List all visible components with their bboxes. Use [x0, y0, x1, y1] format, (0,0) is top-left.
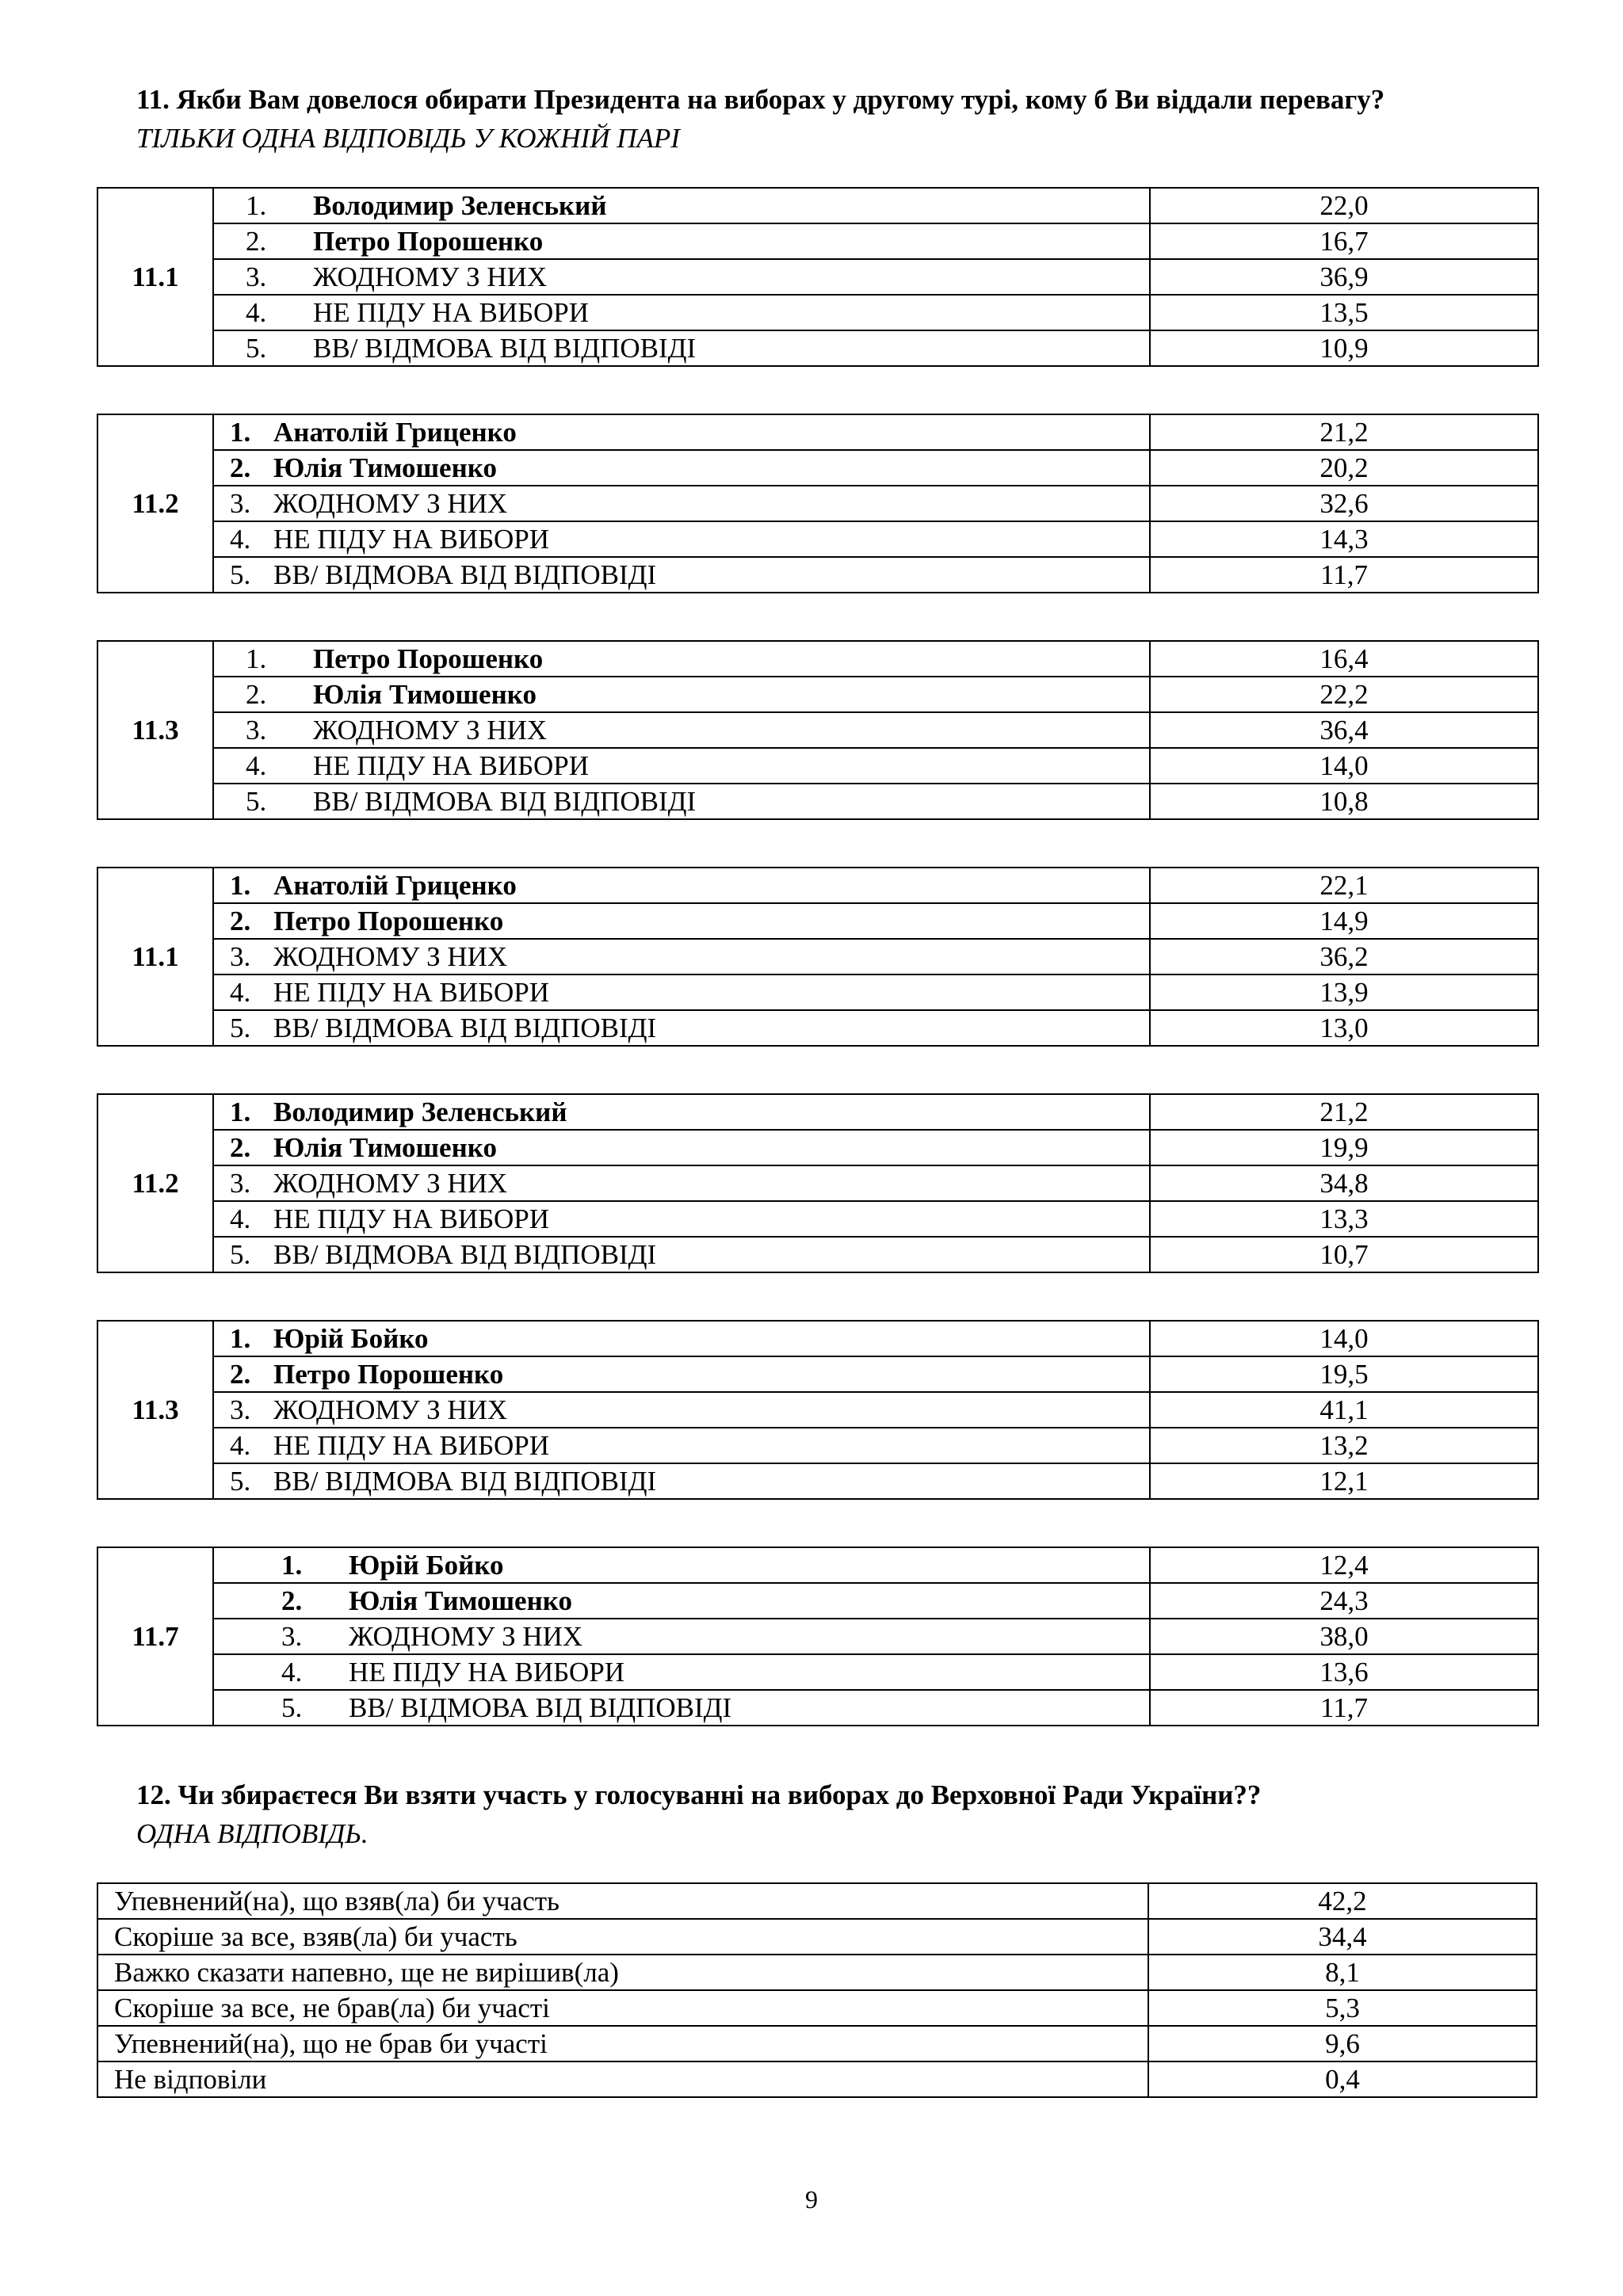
option-cell [213, 1165, 1150, 1201]
option-number: 5. [246, 333, 267, 364]
table-row [97, 330, 1538, 366]
option-number: 2. [246, 679, 267, 710]
option-cell [213, 1463, 1150, 1499]
option-value: 13,2 [1150, 1428, 1538, 1463]
table-row [97, 295, 1538, 330]
table-row [97, 748, 1538, 784]
question-11-instruction: ТІЛЬКИ ОДНА ВІДПОВІДЬ У КОЖНІЙ ПАРІ [136, 123, 680, 154]
option-value: 38,0 [1150, 1619, 1538, 1654]
option-cell [213, 939, 1150, 974]
option-number: 3. [230, 1394, 251, 1425]
option-label: ЖОДНОМУ З НИХ [273, 488, 508, 519]
table-row [97, 223, 1538, 259]
option-cell [213, 712, 1150, 748]
option-label: Юлія Тимошенко [273, 1132, 497, 1163]
option-cell [213, 1547, 1150, 1583]
option-cell [213, 295, 1150, 330]
option-cell [213, 1321, 1150, 1356]
option-label: ЖОДНОМУ З НИХ [273, 941, 508, 972]
option-cell [213, 641, 1150, 677]
table-row [97, 1321, 1538, 1356]
table-row [97, 1392, 1538, 1428]
table-row [97, 1690, 1538, 1726]
option-number: 5. [246, 786, 267, 817]
option-cell [213, 188, 1150, 223]
answer-value: 5,3 [1148, 1990, 1537, 2026]
table-row [97, 974, 1538, 1010]
question-11-title: 11. Якби Вам довелося обирати Президента на виборах у другому турі, кому б Ви віддали перевагу? [136, 84, 1385, 115]
option-value: 16,7 [1150, 223, 1538, 259]
pair-table [97, 640, 1539, 820]
option-label: ВВ/ ВІДМОВА ВІД ВІДПОВІДІ [273, 1239, 657, 1270]
option-number: 2. [281, 1585, 303, 1616]
pair-code: 11.1 [97, 868, 213, 1046]
option-cell [213, 521, 1150, 557]
pair-code: 11.2 [97, 414, 213, 593]
table-row [97, 712, 1538, 748]
option-label: Володимир Зеленський [273, 1097, 567, 1127]
table-row [97, 1428, 1538, 1463]
table-row [97, 414, 1538, 450]
option-number: 3. [246, 715, 267, 746]
option-cell [213, 1583, 1150, 1619]
table-row [97, 1583, 1538, 1619]
pair-code: 11.2 [97, 1094, 213, 1272]
option-cell [213, 557, 1150, 593]
option-label: НЕ ПІДУ НА ВИБОРИ [313, 750, 589, 781]
option-number: 4. [246, 297, 267, 328]
option-number: 1. [230, 417, 251, 448]
option-cell [213, 1201, 1150, 1237]
option-cell [213, 1654, 1150, 1690]
option-value: 13,5 [1150, 295, 1538, 330]
option-number: 1. [246, 643, 267, 674]
option-value: 41,1 [1150, 1392, 1538, 1428]
option-number: 4. [246, 750, 267, 781]
option-value: 11,7 [1150, 1690, 1538, 1726]
option-label: НЕ ПІДУ НА ВИБОРИ [273, 1430, 549, 1461]
option-label: Юрій Бойко [273, 1323, 429, 1354]
table-row [97, 1094, 1538, 1130]
option-number: 5. [230, 1013, 251, 1043]
option-label: НЕ ПІДУ НА ВИБОРИ [273, 524, 549, 555]
option-cell [213, 223, 1150, 259]
option-number: 4. [230, 1430, 251, 1461]
option-cell [213, 1619, 1150, 1654]
question-12-title: 12. Чи збираєтеся Ви взяти участь у голосуванні на виборах до Верховної Ради України?? [136, 1779, 1262, 1810]
question-12-header [136, 1775, 1563, 1853]
option-value: 13,3 [1150, 1201, 1538, 1237]
option-label: Анатолій Гриценко [273, 417, 517, 448]
option-number: 5. [230, 1239, 251, 1270]
option-cell [213, 1094, 1150, 1130]
option-number: 2. [230, 1132, 251, 1163]
pair-code: 11.7 [97, 1547, 213, 1726]
option-value: 22,2 [1150, 677, 1538, 712]
table-row [97, 1990, 1537, 2026]
option-label: Юрій Бойко [349, 1550, 504, 1581]
option-number: 4. [230, 524, 251, 555]
option-value: 10,7 [1150, 1237, 1538, 1272]
table-row [97, 1237, 1538, 1272]
table-row [97, 903, 1538, 939]
answer-value: 42,2 [1148, 1883, 1537, 1919]
option-number: 4. [230, 977, 251, 1008]
option-number: 5. [230, 559, 251, 590]
option-label: ЖОДНОМУ З НИХ [313, 261, 548, 292]
option-number: 3. [281, 1621, 303, 1652]
option-cell [213, 1356, 1150, 1392]
option-label: ВВ/ ВІДМОВА ВІД ВІДПОВІДІ [273, 1013, 657, 1043]
option-cell [213, 784, 1150, 819]
option-label: Петро Порошенко [273, 906, 504, 936]
option-label: ВВ/ ВІДМОВА ВІД ВІДПОВІДІ [313, 786, 697, 817]
option-cell [213, 330, 1150, 366]
option-value: 11,7 [1150, 557, 1538, 593]
option-number: 1. [230, 1323, 251, 1354]
table-row [97, 450, 1538, 486]
answer-label: Важко сказати напевно, ще не вирішив(ла) [97, 1955, 1148, 1990]
table-row [97, 1356, 1538, 1392]
option-value: 16,4 [1150, 641, 1538, 677]
option-cell [213, 868, 1150, 903]
page-number: 9 [805, 2185, 818, 2214]
option-label: Петро Порошенко [273, 1359, 504, 1390]
option-value: 36,4 [1150, 712, 1538, 748]
option-label: Петро Порошенко [313, 643, 544, 674]
option-value: 13,6 [1150, 1654, 1538, 1690]
option-number: 5. [281, 1692, 303, 1723]
table-row [97, 188, 1538, 223]
option-number: 3. [246, 261, 267, 292]
pair-code: 11.1 [97, 188, 213, 366]
option-label: ЖОДНОМУ З НИХ [273, 1394, 508, 1425]
option-label: ВВ/ ВІДМОВА ВІД ВІДПОВІДІ [313, 333, 697, 364]
answer-value: 0,4 [1148, 2061, 1537, 2097]
option-value: 22,1 [1150, 868, 1538, 903]
option-value: 12,4 [1150, 1547, 1538, 1583]
option-value: 24,3 [1150, 1583, 1538, 1619]
option-cell [213, 1428, 1150, 1463]
option-number: 1. [230, 1097, 251, 1127]
answer-value: 9,6 [1148, 2026, 1537, 2061]
table-row [97, 557, 1538, 593]
option-label: НЕ ПІДУ НА ВИБОРИ [313, 297, 589, 328]
option-number: 5. [230, 1466, 251, 1497]
option-label: НЕ ПІДУ НА ВИБОРИ [273, 977, 549, 1008]
answer-label: Упевнений(на), що не брав би участі [97, 2026, 1148, 2061]
option-label: ВВ/ ВІДМОВА ВІД ВІДПОВІДІ [349, 1692, 732, 1723]
option-value: 22,0 [1150, 188, 1538, 223]
option-value: 14,0 [1150, 748, 1538, 784]
option-value: 34,8 [1150, 1165, 1538, 1201]
pair-code: 11.3 [97, 1321, 213, 1499]
option-number: 1. [246, 190, 267, 221]
option-value: 19,9 [1150, 1130, 1538, 1165]
option-cell [213, 486, 1150, 521]
table-row [97, 868, 1538, 903]
table-row [97, 1919, 1537, 1955]
table-row [97, 486, 1538, 521]
option-cell [213, 1130, 1150, 1165]
option-number: 1. [230, 870, 251, 901]
table-row [97, 1165, 1538, 1201]
table-row [97, 1619, 1538, 1654]
option-number: 2. [230, 906, 251, 936]
question-12-table [97, 1882, 1537, 2098]
option-value: 10,9 [1150, 330, 1538, 366]
option-label: ЖОДНОМУ З НИХ [273, 1168, 508, 1199]
question-12-instruction: ОДНА ВІДПОВІДЬ. [136, 1818, 369, 1849]
option-label: ЖОДНОМУ З НИХ [313, 715, 548, 746]
option-value: 21,2 [1150, 414, 1538, 450]
table-row [97, 1654, 1538, 1690]
pair-table [97, 187, 1539, 367]
table-row [97, 1463, 1538, 1499]
option-cell [213, 1392, 1150, 1428]
option-number: 3. [230, 1168, 251, 1199]
option-cell [213, 1690, 1150, 1726]
option-cell [213, 259, 1150, 295]
table-row [97, 641, 1538, 677]
table-row [97, 784, 1538, 819]
answer-label: Не відповіли [97, 2061, 1148, 2097]
option-value: 14,9 [1150, 903, 1538, 939]
answer-label: Упевнений(на), що взяв(ла) би участь [97, 1883, 1148, 1919]
answer-label: Скоріше за все, не брав(ла) би участі [97, 1990, 1148, 2026]
table-row [97, 1201, 1538, 1237]
pair-table [97, 1093, 1539, 1273]
option-value: 36,2 [1150, 939, 1538, 974]
option-value: 21,2 [1150, 1094, 1538, 1130]
table-row [97, 259, 1538, 295]
option-label: Петро Порошенко [313, 226, 544, 257]
option-number: 3. [230, 488, 251, 519]
table-row [97, 521, 1538, 557]
option-label: Юлія Тимошенко [273, 452, 497, 483]
table-row [97, 2026, 1537, 2061]
option-number: 2. [230, 452, 251, 483]
table-row [97, 1547, 1538, 1583]
answer-label: Скоріше за все, взяв(ла) би участь [97, 1919, 1148, 1955]
option-label: Анатолій Гриценко [273, 870, 517, 901]
option-cell [213, 414, 1150, 450]
option-number: 3. [230, 941, 251, 972]
option-label: НЕ ПІДУ НА ВИБОРИ [273, 1203, 549, 1234]
option-number: 1. [281, 1550, 303, 1581]
pair-table [97, 867, 1539, 1047]
option-value: 12,1 [1150, 1463, 1538, 1499]
option-value: 19,5 [1150, 1356, 1538, 1392]
option-value: 14,0 [1150, 1321, 1538, 1356]
table-row [97, 1010, 1538, 1046]
table-row [97, 2061, 1537, 2097]
option-value: 14,3 [1150, 521, 1538, 557]
option-cell [213, 677, 1150, 712]
option-label: ЖОДНОМУ З НИХ [349, 1621, 583, 1652]
table-row [97, 939, 1538, 974]
answer-value: 8,1 [1148, 1955, 1537, 1990]
table-row [97, 1130, 1538, 1165]
table-row [97, 1955, 1537, 1990]
option-cell [213, 903, 1150, 939]
option-cell [213, 1010, 1150, 1046]
option-cell [213, 748, 1150, 784]
option-cell [213, 450, 1150, 486]
option-label: Юлія Тимошенко [313, 679, 537, 710]
option-value: 20,2 [1150, 450, 1538, 486]
pair-table [97, 414, 1539, 593]
pair-code: 11.3 [97, 641, 213, 819]
pair-table [97, 1547, 1539, 1726]
option-cell [213, 1237, 1150, 1272]
option-number: 2. [230, 1359, 251, 1390]
table-row [97, 677, 1538, 712]
option-value: 36,9 [1150, 259, 1538, 295]
option-value: 10,8 [1150, 784, 1538, 819]
option-value: 32,6 [1150, 486, 1538, 521]
option-number: 4. [281, 1657, 303, 1688]
option-label: Юлія Тимошенко [349, 1585, 572, 1616]
option-value: 13,9 [1150, 974, 1538, 1010]
option-number: 4. [230, 1203, 251, 1234]
question-11-header [136, 80, 1563, 158]
option-number: 2. [246, 226, 267, 257]
option-label: Володимир Зеленський [313, 190, 607, 221]
table-row [97, 1883, 1537, 1919]
option-cell [213, 974, 1150, 1010]
pair-table [97, 1320, 1539, 1500]
answer-value: 34,4 [1148, 1919, 1537, 1955]
option-label: ВВ/ ВІДМОВА ВІД ВІДПОВІДІ [273, 1466, 657, 1497]
option-label: НЕ ПІДУ НА ВИБОРИ [349, 1657, 624, 1688]
option-value: 13,0 [1150, 1010, 1538, 1046]
option-label: ВВ/ ВІДМОВА ВІД ВІДПОВІДІ [273, 559, 657, 590]
